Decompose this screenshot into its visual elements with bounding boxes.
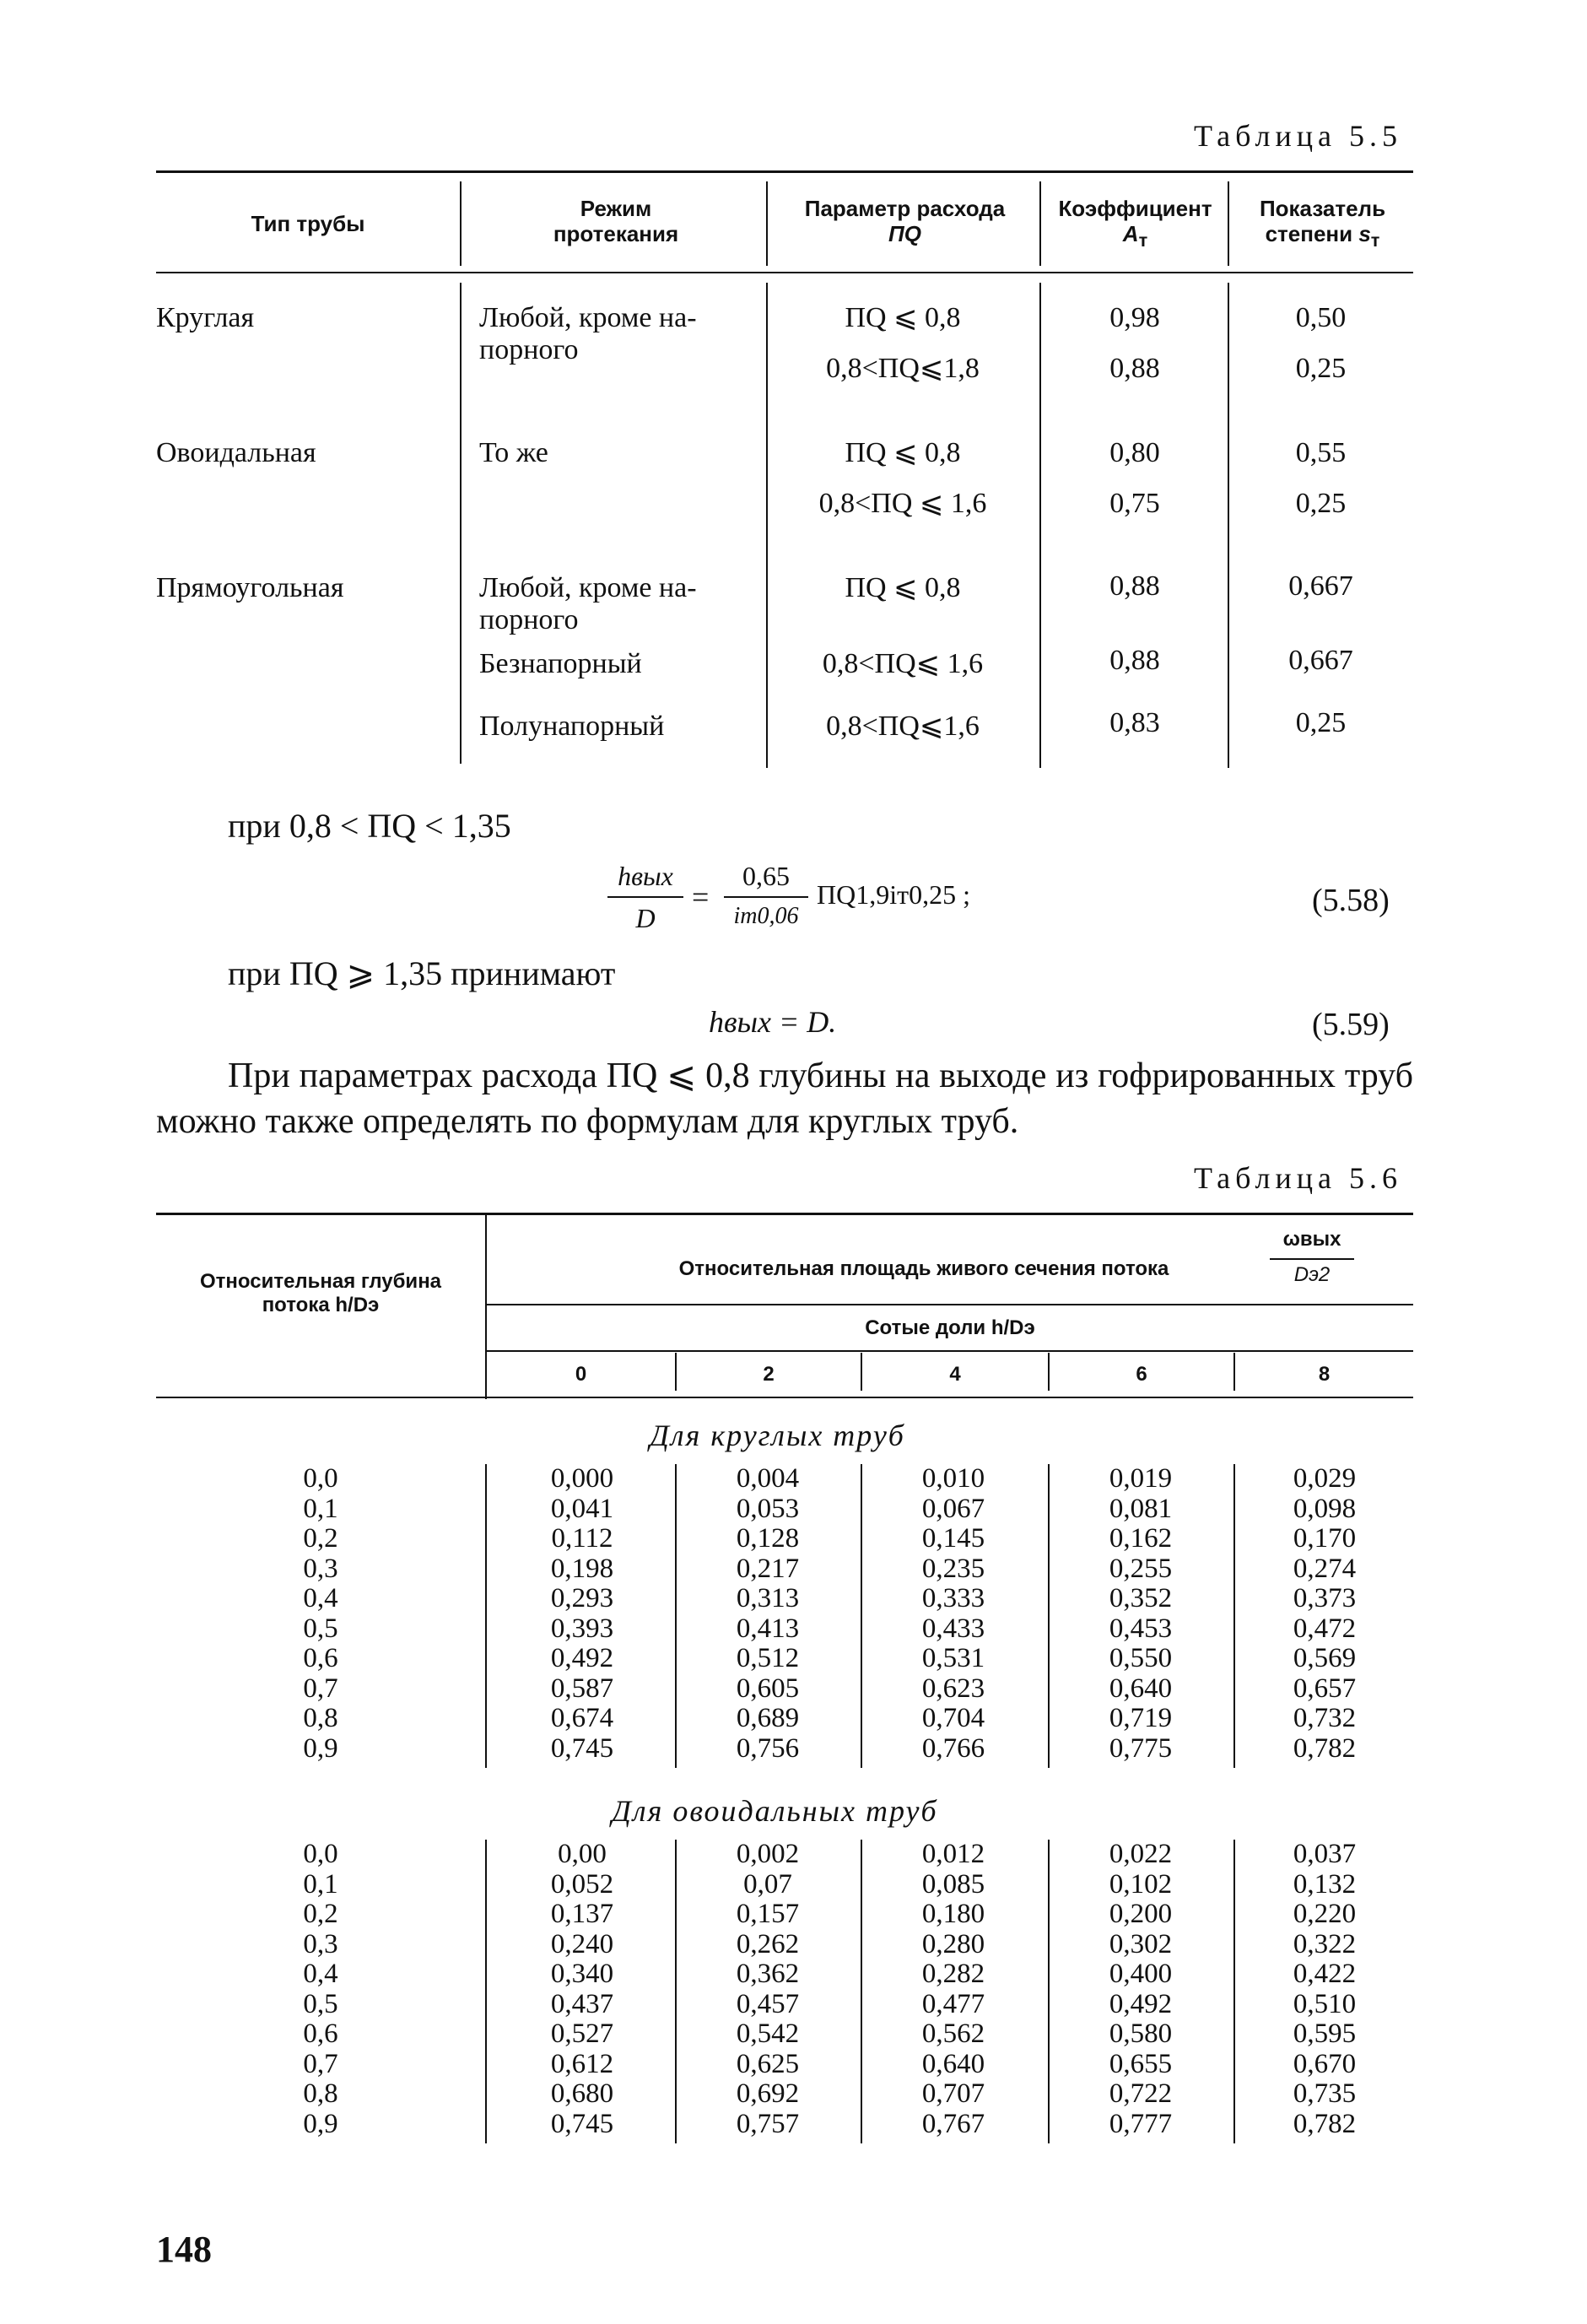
cell-coef: 0,83 (1109, 707, 1160, 738)
row-label: 0,8 (303, 1703, 338, 1733)
table-cell: 0,732 (1293, 1703, 1357, 1733)
header-flow-mode: Режим протекания (553, 196, 679, 246)
table-cell: 0,022 (1109, 1839, 1173, 1869)
table-cell: 0,132 (1293, 1868, 1357, 1900)
cell-coef: 0,88 (1109, 570, 1160, 602)
body-divider (675, 1840, 677, 2143)
table-cell: 0,745 (550, 2108, 614, 2139)
section-title-round: Для круглых труб (650, 1419, 905, 1452)
table-cell: 0,098 (1293, 1493, 1357, 1524)
equals-sign: = (692, 880, 710, 914)
row-label: 0,6 (303, 2019, 338, 2049)
table-cell: 0,262 (736, 1928, 800, 1959)
header-area-fraction (1266, 1228, 1358, 1300)
header-relative-depth: Относительная глубина потока h/Dэ (199, 1270, 442, 1316)
cell-coef: 0,80 (1109, 437, 1160, 468)
section1-col-4 (869, 1464, 1038, 1764)
section2-col-8 (1240, 1840, 1409, 2139)
row-label: 0,2 (303, 1899, 338, 1929)
body-divider (861, 1464, 862, 1768)
equation-5-58 (607, 861, 979, 945)
condition-1: при 0,8 < ПQ < 1,35 (228, 807, 511, 845)
table-cell: 0,170 (1293, 1523, 1357, 1554)
section1-col-6 (1056, 1464, 1225, 1764)
table-cell: 0,029 (1293, 1463, 1357, 1494)
cell-type: Овоидальная (156, 437, 316, 468)
cell-param: 0,8<ПQ ⩽ 1,6 (818, 488, 987, 519)
row-label: 0,4 (303, 1583, 338, 1613)
table-cell: 0,492 (1109, 1988, 1173, 2019)
table-cell: 0,085 (921, 1868, 985, 1900)
row-label: 0,0 (303, 1839, 338, 1869)
table-cell: 0,531 (921, 1643, 985, 1673)
table-cell: 0,322 (1293, 1928, 1357, 1959)
fraction-numerator: ωвых (1282, 1228, 1341, 1251)
body-divider (1228, 283, 1229, 768)
fraction-bar (724, 896, 808, 898)
table-cell: 0,000 (550, 1463, 614, 1494)
row-label: 0,2 (303, 1523, 338, 1554)
body-divider (485, 1464, 487, 1768)
table-cell: 0,352 (1109, 1583, 1173, 1613)
table-header-rule (156, 1397, 1413, 1398)
header-hundredths: Сотые доли h/Dэ (865, 1316, 1035, 1339)
section2-col-2 (683, 1840, 852, 2139)
table-cell: 0,767 (921, 2108, 985, 2139)
row-label: 0,9 (303, 1732, 338, 1764)
table-cell: 0,657 (1293, 1673, 1357, 1704)
fraction-bar (1270, 1258, 1354, 1260)
table-cell: 0,492 (550, 1643, 614, 1673)
table-cell: 0,453 (1109, 1613, 1173, 1644)
body-paragraph: При параметрах расхода ПQ ⩽ 0,8 глубины на выходе из гофрированных труб можно также определять по формулам для круглых труб. (156, 1057, 1413, 1141)
table-cell: 0,612 (550, 2048, 614, 2079)
table-cell: 0,707 (921, 2078, 985, 2109)
cell-exp: 0,25 (1295, 488, 1347, 519)
table-cell: 0,569 (1293, 1643, 1357, 1673)
table-cell: 0,766 (921, 1732, 985, 1764)
table-5-5-caption: Таблица 5.5 (1194, 119, 1402, 153)
table-cell: 0,457 (736, 1988, 800, 2019)
cell-exp: 0,50 (1295, 302, 1347, 333)
header-divider (1228, 181, 1229, 266)
table-cell: 0,472 (1293, 1613, 1357, 1644)
table-cell: 0,777 (1109, 2108, 1173, 2139)
cell-coef: 0,88 (1109, 353, 1160, 384)
table-cell: 0,422 (1293, 1959, 1357, 1989)
cell-mode: Любой, кроме на- порного (479, 572, 697, 635)
body-divider (460, 283, 462, 764)
table-cell: 0,704 (921, 1703, 985, 1733)
header-subrule (487, 1304, 1413, 1305)
section2-col-0 (498, 1840, 667, 2139)
table-cell: 0,562 (921, 2019, 985, 2049)
header-exponent: Показатель степени $s_т$ (1259, 196, 1386, 251)
table-cell: 0,293 (550, 1583, 614, 1613)
table-cell: 0,674 (550, 1703, 614, 1733)
section2-row-labels (287, 1840, 354, 2139)
row-label: 0,6 (303, 1643, 338, 1673)
table-cell: 0,200 (1109, 1899, 1173, 1929)
cell-type: Круглая (156, 302, 255, 333)
equation-5-59: hвых = D. (709, 1005, 837, 1039)
table-cell: 0,437 (550, 1988, 614, 2019)
table-cell: 0,198 (550, 1553, 614, 1584)
table-cell: 0,137 (550, 1899, 614, 1929)
table-cell: 0,512 (736, 1643, 800, 1673)
cell-exp: 0,25 (1295, 707, 1347, 738)
cell-param: 0,8<ПQ⩽1,8 (826, 353, 980, 384)
row-label: 0,1 (303, 1493, 338, 1524)
col-header-6: 6 (1136, 1363, 1147, 1386)
table-cell: 0,004 (736, 1463, 800, 1494)
table-cell: 0,719 (1109, 1703, 1173, 1733)
table-cell: 0,037 (1293, 1839, 1357, 1869)
page-number: 148 (156, 2229, 212, 2270)
cell-mode: Любой, кроме на- порного (479, 302, 697, 365)
table-cell: 0,302 (1109, 1928, 1173, 1959)
table-top-rule (156, 1213, 1413, 1215)
col-header-2: 2 (763, 1363, 775, 1386)
cell-type: Прямоугольная (156, 572, 344, 603)
table-cell: 0,07 (743, 1868, 792, 1900)
cell-exp: 0,25 (1295, 353, 1347, 384)
col-header-4: 4 (949, 1363, 961, 1386)
table-cell: 0,623 (921, 1673, 985, 1704)
cell-param: ПQ ⩽ 0,8 (845, 572, 961, 603)
equation-number-5-58: (5.58) (1312, 883, 1390, 918)
table-cell: 0,757 (736, 2108, 800, 2139)
equation-number-5-59: (5.59) (1312, 1007, 1390, 1042)
condition-2: при ПQ ⩾ 1,35 принимают (228, 954, 616, 992)
fraction-denominator: Dэ2 (1293, 1263, 1331, 1286)
table-cell: 0,362 (736, 1959, 800, 1989)
table-cell: 0,782 (1293, 2108, 1357, 2139)
section-title-ovoid: Для овоидальных труб (612, 1794, 938, 1828)
row-label: 0,9 (303, 2108, 338, 2139)
table-cell: 0,655 (1109, 2048, 1173, 2079)
header-relative-area: Относительная площадь живого сечения потока (678, 1257, 1169, 1280)
cell-exp: 0,55 (1295, 437, 1347, 468)
table-cell: 0,157 (736, 1899, 800, 1929)
table-cell: 0,128 (736, 1523, 800, 1554)
table-cell: 0,550 (1109, 1643, 1173, 1673)
section1-col-2 (683, 1464, 852, 1764)
body-divider (1048, 1840, 1050, 2143)
table-cell: 0,542 (736, 2019, 800, 2049)
table-cell: 0,162 (1109, 1523, 1173, 1554)
table-cell: 0,282 (921, 1959, 985, 1989)
cell-mode: Полунапорный (479, 711, 665, 742)
table-cell: 0,112 (551, 1523, 613, 1554)
cell-exp: 0,667 (1288, 645, 1353, 676)
header-subrule (487, 1350, 1413, 1352)
table-cell: 0,053 (736, 1493, 800, 1524)
row-label: 0,4 (303, 1959, 338, 1989)
row-label: 0,3 (303, 1928, 338, 1959)
table-cell: 0,067 (921, 1493, 985, 1524)
table-cell: 0,010 (921, 1463, 985, 1494)
table-cell: 0,640 (1109, 1673, 1173, 1704)
body-divider (675, 1464, 677, 1768)
row-label: 0,0 (303, 1463, 338, 1494)
table-cell: 0,280 (921, 1928, 985, 1959)
header-divider (1039, 181, 1041, 266)
table-cell: 0,625 (736, 2048, 800, 2079)
table-cell: 0,313 (736, 1583, 800, 1613)
table-cell: 0,433 (921, 1613, 985, 1644)
section2-col-6 (1056, 1840, 1225, 2139)
fraction-bar (607, 896, 683, 898)
col-header-0: 0 (575, 1363, 587, 1386)
table-cell: 0,587 (550, 1673, 614, 1704)
table-cell: 0,782 (1293, 1732, 1357, 1764)
eq-den-left: D (635, 903, 656, 933)
table-cell: 0,373 (1293, 1583, 1357, 1613)
table-cell: 0,595 (1293, 2019, 1357, 2049)
table-cell: 0,041 (550, 1493, 614, 1524)
row-label: 0,8 (303, 2078, 338, 2109)
table-cell: 0,400 (1109, 1959, 1173, 1989)
table-cell: 0,510 (1293, 1988, 1357, 2019)
eq-den-right: iт0,06 (733, 903, 799, 929)
table-cell: 0,220 (1293, 1899, 1357, 1929)
table-cell: 0,255 (1109, 1553, 1173, 1584)
table-cell: 0,670 (1293, 2048, 1357, 2079)
row-label: 0,3 (303, 1553, 338, 1584)
cell-coef: 0,75 (1109, 488, 1160, 519)
table-cell: 0,640 (921, 2048, 985, 2079)
body-divider (1233, 1464, 1235, 1768)
table-cell: 0,00 (558, 1839, 607, 1869)
section1-row-labels (287, 1464, 354, 1764)
body-divider (861, 1840, 862, 2143)
table-cell: 0,605 (736, 1673, 800, 1704)
col-header-8: 8 (1318, 1363, 1331, 1386)
table-cell: 0,722 (1109, 2078, 1173, 2109)
eq-num-right: 0,65 (742, 861, 790, 891)
table-cell: 0,002 (736, 1839, 800, 1869)
table-cell: 0,393 (550, 1613, 614, 1644)
table-cell: 0,102 (1109, 1868, 1173, 1900)
table-cell: 0,333 (921, 1583, 985, 1613)
table-cell: 0,012 (921, 1839, 985, 1869)
eq-tail: ПQ1,9iт0,25 ; (817, 879, 970, 910)
table-cell: 0,145 (921, 1523, 985, 1554)
section1-col-0 (498, 1464, 667, 1764)
cell-coef: 0,98 (1109, 302, 1160, 333)
table-cell: 0,745 (550, 1732, 614, 1764)
cell-mode: То же (479, 437, 548, 468)
body-divider (1039, 283, 1041, 768)
section1-col-8 (1240, 1464, 1409, 1764)
cell-exp: 0,667 (1288, 570, 1353, 602)
table-header-rule (156, 272, 1413, 273)
table-cell: 0,413 (736, 1613, 800, 1644)
header-divider (460, 181, 462, 266)
table-cell: 0,580 (1109, 2019, 1173, 2049)
header-coefficient: Коэффициент $A_т$ (1058, 196, 1212, 251)
table-cell: 0,340 (550, 1959, 614, 1989)
table-cell: 0,527 (550, 2019, 614, 2049)
table-cell: 0,240 (550, 1928, 614, 1959)
table-cell: 0,477 (921, 1988, 985, 2019)
table-cell: 0,019 (1109, 1463, 1173, 1494)
table-cell: 0,680 (550, 2078, 614, 2109)
table-cell: 0,217 (736, 1553, 800, 1584)
cell-param: 0,8<ПQ⩽1,6 (826, 711, 980, 742)
body-divider (485, 1840, 487, 2143)
table-cell: 0,235 (921, 1553, 985, 1584)
table-cell: 0,689 (736, 1703, 800, 1733)
row-label: 0,5 (303, 1613, 338, 1644)
body-divider (1048, 1464, 1050, 1768)
cell-param: ПQ ⩽ 0,8 (845, 437, 961, 468)
cell-coef: 0,88 (1109, 645, 1160, 676)
eq-num-left: hвых (618, 861, 673, 891)
table-cell: 0,735 (1293, 2078, 1357, 2109)
table-cell: 0,274 (1293, 1553, 1357, 1584)
table-cell: 0,775 (1109, 1732, 1173, 1764)
table-top-rule (156, 170, 1413, 173)
header-divider (766, 181, 768, 266)
row-label: 0,7 (303, 2048, 338, 2079)
cell-param: 0,8<ПQ⩽ 1,6 (822, 648, 984, 679)
header-flow-parameter: Параметр расхода ПQ (804, 196, 1006, 246)
table-cell: 0,180 (921, 1899, 985, 1929)
row-label: 0,5 (303, 1988, 338, 2019)
table-cell: 0,081 (1109, 1493, 1173, 1524)
row-label: 0,1 (303, 1868, 338, 1900)
table-cell: 0,756 (736, 1732, 800, 1764)
table-5-6-caption: Таблица 5.6 (1194, 1161, 1402, 1195)
header-pipe-type: Тип трубы (251, 211, 365, 236)
cell-mode: Безнапорный (479, 648, 642, 679)
section2-col-4 (869, 1840, 1038, 2139)
table-cell: 0,692 (736, 2078, 800, 2109)
cell-param: ПQ ⩽ 0,8 (845, 302, 961, 333)
table-cell: 0,052 (550, 1868, 614, 1900)
body-divider (1233, 1840, 1235, 2143)
row-label: 0,7 (303, 1673, 338, 1704)
